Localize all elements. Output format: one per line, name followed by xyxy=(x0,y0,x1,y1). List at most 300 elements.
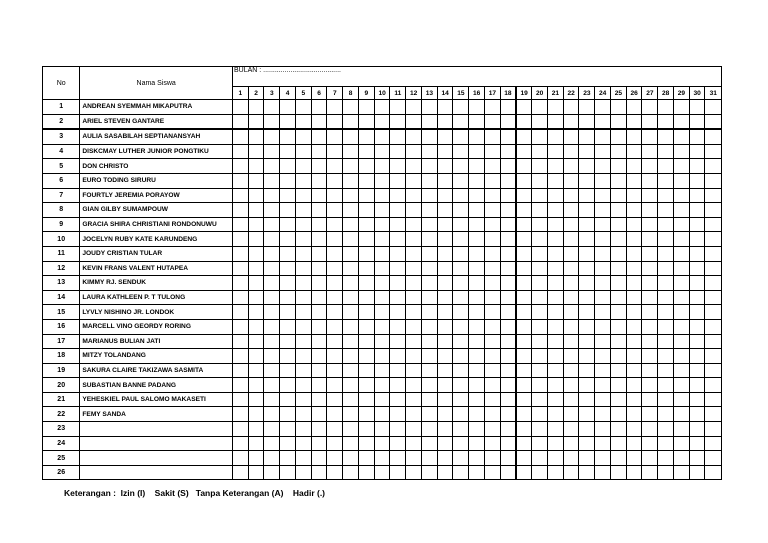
attendance-cell[interactable] xyxy=(705,451,722,466)
attendance-cell[interactable] xyxy=(673,465,689,480)
attendance-cell[interactable] xyxy=(705,363,722,378)
attendance-cell[interactable] xyxy=(658,246,674,261)
attendance-cell[interactable] xyxy=(689,188,705,203)
attendance-cell[interactable] xyxy=(390,392,406,407)
attendance-cell[interactable] xyxy=(642,363,658,378)
attendance-cell[interactable] xyxy=(390,465,406,480)
attendance-cell[interactable] xyxy=(642,436,658,451)
attendance-cell[interactable] xyxy=(406,349,422,364)
attendance-cell[interactable] xyxy=(232,305,248,320)
attendance-cell[interactable] xyxy=(437,451,453,466)
attendance-cell[interactable] xyxy=(579,129,595,144)
attendance-cell[interactable] xyxy=(295,290,311,305)
attendance-cell[interactable] xyxy=(358,349,374,364)
attendance-cell[interactable] xyxy=(311,305,327,320)
attendance-cell[interactable] xyxy=(437,378,453,393)
attendance-cell[interactable] xyxy=(311,114,327,129)
attendance-cell[interactable] xyxy=(406,217,422,232)
attendance-cell[interactable] xyxy=(626,290,642,305)
attendance-cell[interactable] xyxy=(232,407,248,422)
attendance-cell[interactable] xyxy=(547,422,563,437)
attendance-cell[interactable] xyxy=(642,217,658,232)
attendance-cell[interactable] xyxy=(689,129,705,144)
attendance-cell[interactable] xyxy=(469,232,485,247)
attendance-cell[interactable] xyxy=(689,261,705,276)
attendance-cell[interactable] xyxy=(374,246,390,261)
attendance-cell[interactable] xyxy=(264,188,280,203)
attendance-cell[interactable] xyxy=(547,173,563,188)
attendance-cell[interactable] xyxy=(311,334,327,349)
attendance-cell[interactable] xyxy=(689,246,705,261)
attendance-cell[interactable] xyxy=(500,261,516,276)
attendance-cell[interactable] xyxy=(280,422,296,437)
attendance-cell[interactable] xyxy=(500,217,516,232)
attendance-cell[interactable] xyxy=(421,319,437,334)
attendance-cell[interactable] xyxy=(232,334,248,349)
attendance-cell[interactable] xyxy=(406,114,422,129)
attendance-cell[interactable] xyxy=(689,173,705,188)
attendance-cell[interactable] xyxy=(563,246,579,261)
attendance-cell[interactable] xyxy=(563,276,579,291)
attendance-cell[interactable] xyxy=(516,392,532,407)
attendance-cell[interactable] xyxy=(532,319,548,334)
attendance-cell[interactable] xyxy=(406,451,422,466)
attendance-cell[interactable] xyxy=(673,334,689,349)
attendance-cell[interactable] xyxy=(248,422,264,437)
attendance-cell[interactable] xyxy=(264,465,280,480)
attendance-cell[interactable] xyxy=(421,276,437,291)
attendance-cell[interactable] xyxy=(295,451,311,466)
attendance-cell[interactable] xyxy=(547,363,563,378)
attendance-cell[interactable] xyxy=(232,144,248,159)
attendance-cell[interactable] xyxy=(689,363,705,378)
attendance-cell[interactable] xyxy=(453,451,469,466)
attendance-cell[interactable] xyxy=(689,159,705,174)
attendance-cell[interactable] xyxy=(563,203,579,218)
attendance-cell[interactable] xyxy=(642,129,658,144)
attendance-cell[interactable] xyxy=(516,261,532,276)
attendance-cell[interactable] xyxy=(280,363,296,378)
attendance-cell[interactable] xyxy=(295,276,311,291)
attendance-cell[interactable] xyxy=(343,451,359,466)
attendance-cell[interactable] xyxy=(642,246,658,261)
attendance-cell[interactable] xyxy=(705,217,722,232)
attendance-cell[interactable] xyxy=(390,334,406,349)
attendance-cell[interactable] xyxy=(469,188,485,203)
attendance-cell[interactable] xyxy=(547,465,563,480)
attendance-cell[interactable] xyxy=(406,319,422,334)
attendance-cell[interactable] xyxy=(673,144,689,159)
attendance-cell[interactable] xyxy=(689,290,705,305)
attendance-cell[interactable] xyxy=(295,159,311,174)
attendance-cell[interactable] xyxy=(421,349,437,364)
attendance-cell[interactable] xyxy=(579,114,595,129)
attendance-cell[interactable] xyxy=(579,465,595,480)
attendance-cell[interactable] xyxy=(406,422,422,437)
attendance-cell[interactable] xyxy=(437,129,453,144)
attendance-cell[interactable] xyxy=(248,144,264,159)
attendance-cell[interactable] xyxy=(563,290,579,305)
attendance-cell[interactable] xyxy=(642,232,658,247)
attendance-cell[interactable] xyxy=(516,188,532,203)
attendance-cell[interactable] xyxy=(358,436,374,451)
attendance-cell[interactable] xyxy=(406,276,422,291)
attendance-cell[interactable] xyxy=(437,290,453,305)
attendance-cell[interactable] xyxy=(547,349,563,364)
attendance-cell[interactable] xyxy=(295,203,311,218)
attendance-cell[interactable] xyxy=(500,203,516,218)
attendance-cell[interactable] xyxy=(689,422,705,437)
attendance-cell[interactable] xyxy=(469,436,485,451)
attendance-cell[interactable] xyxy=(626,465,642,480)
attendance-cell[interactable] xyxy=(673,217,689,232)
attendance-cell[interactable] xyxy=(658,407,674,422)
attendance-cell[interactable] xyxy=(595,465,611,480)
attendance-cell[interactable] xyxy=(421,100,437,115)
attendance-cell[interactable] xyxy=(547,188,563,203)
attendance-cell[interactable] xyxy=(547,232,563,247)
attendance-cell[interactable] xyxy=(311,436,327,451)
attendance-cell[interactable] xyxy=(626,334,642,349)
attendance-cell[interactable] xyxy=(469,173,485,188)
attendance-cell[interactable] xyxy=(563,217,579,232)
attendance-cell[interactable] xyxy=(658,144,674,159)
attendance-cell[interactable] xyxy=(280,129,296,144)
attendance-cell[interactable] xyxy=(358,232,374,247)
attendance-cell[interactable] xyxy=(563,144,579,159)
attendance-cell[interactable] xyxy=(390,232,406,247)
attendance-cell[interactable] xyxy=(484,144,500,159)
attendance-cell[interactable] xyxy=(390,290,406,305)
attendance-cell[interactable] xyxy=(516,407,532,422)
attendance-cell[interactable] xyxy=(248,290,264,305)
attendance-cell[interactable] xyxy=(358,407,374,422)
attendance-cell[interactable] xyxy=(642,159,658,174)
attendance-cell[interactable] xyxy=(437,319,453,334)
attendance-cell[interactable] xyxy=(705,392,722,407)
attendance-cell[interactable] xyxy=(626,246,642,261)
attendance-cell[interactable] xyxy=(610,276,626,291)
attendance-cell[interactable] xyxy=(579,188,595,203)
attendance-cell[interactable] xyxy=(705,232,722,247)
attendance-cell[interactable] xyxy=(232,173,248,188)
attendance-cell[interactable] xyxy=(500,465,516,480)
attendance-cell[interactable] xyxy=(595,392,611,407)
attendance-cell[interactable] xyxy=(532,203,548,218)
attendance-cell[interactable] xyxy=(532,407,548,422)
attendance-cell[interactable] xyxy=(532,232,548,247)
attendance-cell[interactable] xyxy=(264,334,280,349)
attendance-cell[interactable] xyxy=(232,203,248,218)
attendance-cell[interactable] xyxy=(500,276,516,291)
attendance-cell[interactable] xyxy=(327,436,343,451)
attendance-cell[interactable] xyxy=(484,465,500,480)
attendance-cell[interactable] xyxy=(705,378,722,393)
attendance-cell[interactable] xyxy=(327,100,343,115)
attendance-cell[interactable] xyxy=(500,144,516,159)
attendance-cell[interactable] xyxy=(563,422,579,437)
attendance-cell[interactable] xyxy=(516,363,532,378)
attendance-cell[interactable] xyxy=(532,276,548,291)
attendance-cell[interactable] xyxy=(705,246,722,261)
attendance-cell[interactable] xyxy=(500,334,516,349)
attendance-cell[interactable] xyxy=(579,451,595,466)
attendance-cell[interactable] xyxy=(579,232,595,247)
attendance-cell[interactable] xyxy=(421,173,437,188)
attendance-cell[interactable] xyxy=(264,319,280,334)
attendance-cell[interactable] xyxy=(658,100,674,115)
attendance-cell[interactable] xyxy=(595,334,611,349)
attendance-cell[interactable] xyxy=(484,114,500,129)
attendance-cell[interactable] xyxy=(610,129,626,144)
attendance-cell[interactable] xyxy=(311,144,327,159)
attendance-cell[interactable] xyxy=(327,232,343,247)
attendance-cell[interactable] xyxy=(626,173,642,188)
attendance-cell[interactable] xyxy=(358,217,374,232)
attendance-cell[interactable] xyxy=(327,159,343,174)
attendance-cell[interactable] xyxy=(248,188,264,203)
attendance-cell[interactable] xyxy=(327,363,343,378)
attendance-cell[interactable] xyxy=(500,392,516,407)
attendance-cell[interactable] xyxy=(295,349,311,364)
attendance-cell[interactable] xyxy=(453,305,469,320)
attendance-cell[interactable] xyxy=(327,422,343,437)
attendance-cell[interactable] xyxy=(295,114,311,129)
attendance-cell[interactable] xyxy=(374,114,390,129)
attendance-cell[interactable] xyxy=(484,232,500,247)
attendance-cell[interactable] xyxy=(516,305,532,320)
attendance-cell[interactable] xyxy=(280,451,296,466)
attendance-cell[interactable] xyxy=(595,232,611,247)
attendance-cell[interactable] xyxy=(295,319,311,334)
attendance-cell[interactable] xyxy=(484,188,500,203)
attendance-cell[interactable] xyxy=(705,129,722,144)
attendance-cell[interactable] xyxy=(642,290,658,305)
attendance-cell[interactable] xyxy=(579,261,595,276)
attendance-cell[interactable] xyxy=(280,436,296,451)
attendance-cell[interactable] xyxy=(563,392,579,407)
attendance-cell[interactable] xyxy=(327,144,343,159)
attendance-cell[interactable] xyxy=(421,159,437,174)
attendance-cell[interactable] xyxy=(579,276,595,291)
attendance-cell[interactable] xyxy=(421,188,437,203)
attendance-cell[interactable] xyxy=(673,232,689,247)
attendance-cell[interactable] xyxy=(437,349,453,364)
attendance-cell[interactable] xyxy=(532,422,548,437)
attendance-cell[interactable] xyxy=(579,100,595,115)
attendance-cell[interactable] xyxy=(500,305,516,320)
attendance-cell[interactable] xyxy=(421,422,437,437)
attendance-cell[interactable] xyxy=(343,203,359,218)
attendance-cell[interactable] xyxy=(547,451,563,466)
attendance-cell[interactable] xyxy=(500,378,516,393)
attendance-cell[interactable] xyxy=(610,188,626,203)
attendance-cell[interactable] xyxy=(358,188,374,203)
attendance-cell[interactable] xyxy=(453,363,469,378)
attendance-cell[interactable] xyxy=(626,144,642,159)
attendance-cell[interactable] xyxy=(642,173,658,188)
attendance-cell[interactable] xyxy=(390,451,406,466)
attendance-cell[interactable] xyxy=(579,407,595,422)
attendance-cell[interactable] xyxy=(390,100,406,115)
attendance-cell[interactable] xyxy=(374,232,390,247)
attendance-cell[interactable] xyxy=(437,261,453,276)
attendance-cell[interactable] xyxy=(453,232,469,247)
attendance-cell[interactable] xyxy=(705,334,722,349)
attendance-cell[interactable] xyxy=(248,451,264,466)
attendance-cell[interactable] xyxy=(579,144,595,159)
attendance-cell[interactable] xyxy=(374,349,390,364)
attendance-cell[interactable] xyxy=(532,392,548,407)
attendance-cell[interactable] xyxy=(516,232,532,247)
attendance-cell[interactable] xyxy=(673,188,689,203)
attendance-cell[interactable] xyxy=(516,203,532,218)
attendance-cell[interactable] xyxy=(484,173,500,188)
attendance-cell[interactable] xyxy=(642,276,658,291)
attendance-cell[interactable] xyxy=(248,319,264,334)
attendance-cell[interactable] xyxy=(532,114,548,129)
attendance-cell[interactable] xyxy=(390,173,406,188)
attendance-cell[interactable] xyxy=(358,465,374,480)
attendance-cell[interactable] xyxy=(437,422,453,437)
attendance-cell[interactable] xyxy=(563,114,579,129)
attendance-cell[interactable] xyxy=(311,363,327,378)
attendance-cell[interactable] xyxy=(547,100,563,115)
attendance-cell[interactable] xyxy=(658,392,674,407)
attendance-cell[interactable] xyxy=(437,436,453,451)
attendance-cell[interactable] xyxy=(343,465,359,480)
attendance-cell[interactable] xyxy=(453,334,469,349)
attendance-cell[interactable] xyxy=(358,261,374,276)
attendance-cell[interactable] xyxy=(532,188,548,203)
attendance-cell[interactable] xyxy=(264,349,280,364)
attendance-cell[interactable] xyxy=(689,436,705,451)
attendance-cell[interactable] xyxy=(469,465,485,480)
attendance-cell[interactable] xyxy=(658,232,674,247)
attendance-cell[interactable] xyxy=(343,290,359,305)
attendance-cell[interactable] xyxy=(532,159,548,174)
attendance-cell[interactable] xyxy=(516,159,532,174)
attendance-cell[interactable] xyxy=(595,159,611,174)
attendance-cell[interactable] xyxy=(232,114,248,129)
attendance-cell[interactable] xyxy=(673,276,689,291)
attendance-cell[interactable] xyxy=(658,188,674,203)
attendance-cell[interactable] xyxy=(658,261,674,276)
attendance-cell[interactable] xyxy=(595,378,611,393)
attendance-cell[interactable] xyxy=(500,159,516,174)
attendance-cell[interactable] xyxy=(500,422,516,437)
attendance-cell[interactable] xyxy=(248,378,264,393)
attendance-cell[interactable] xyxy=(358,100,374,115)
attendance-cell[interactable] xyxy=(358,451,374,466)
attendance-cell[interactable] xyxy=(453,114,469,129)
attendance-cell[interactable] xyxy=(248,334,264,349)
attendance-cell[interactable] xyxy=(563,363,579,378)
attendance-cell[interactable] xyxy=(673,290,689,305)
attendance-cell[interactable] xyxy=(469,407,485,422)
attendance-cell[interactable] xyxy=(264,246,280,261)
attendance-cell[interactable] xyxy=(516,451,532,466)
attendance-cell[interactable] xyxy=(343,407,359,422)
attendance-cell[interactable] xyxy=(437,465,453,480)
attendance-cell[interactable] xyxy=(358,173,374,188)
attendance-cell[interactable] xyxy=(579,246,595,261)
attendance-cell[interactable] xyxy=(437,232,453,247)
attendance-cell[interactable] xyxy=(626,407,642,422)
attendance-cell[interactable] xyxy=(358,246,374,261)
attendance-cell[interactable] xyxy=(547,378,563,393)
attendance-cell[interactable] xyxy=(563,159,579,174)
attendance-cell[interactable] xyxy=(547,319,563,334)
attendance-cell[interactable] xyxy=(280,305,296,320)
attendance-cell[interactable] xyxy=(469,203,485,218)
attendance-cell[interactable] xyxy=(280,290,296,305)
attendance-cell[interactable] xyxy=(595,422,611,437)
attendance-cell[interactable] xyxy=(453,378,469,393)
attendance-cell[interactable] xyxy=(406,129,422,144)
attendance-cell[interactable] xyxy=(642,114,658,129)
attendance-cell[interactable] xyxy=(484,407,500,422)
attendance-cell[interactable] xyxy=(343,349,359,364)
attendance-cell[interactable] xyxy=(311,100,327,115)
attendance-cell[interactable] xyxy=(343,261,359,276)
attendance-cell[interactable] xyxy=(421,363,437,378)
attendance-cell[interactable] xyxy=(469,363,485,378)
attendance-cell[interactable] xyxy=(658,319,674,334)
attendance-cell[interactable] xyxy=(705,173,722,188)
attendance-cell[interactable] xyxy=(374,276,390,291)
attendance-cell[interactable] xyxy=(705,261,722,276)
attendance-cell[interactable] xyxy=(532,378,548,393)
attendance-cell[interactable] xyxy=(469,246,485,261)
attendance-cell[interactable] xyxy=(610,334,626,349)
attendance-cell[interactable] xyxy=(264,363,280,378)
attendance-cell[interactable] xyxy=(232,276,248,291)
attendance-cell[interactable] xyxy=(232,349,248,364)
attendance-cell[interactable] xyxy=(579,290,595,305)
attendance-cell[interactable] xyxy=(327,290,343,305)
attendance-cell[interactable] xyxy=(280,203,296,218)
attendance-cell[interactable] xyxy=(642,261,658,276)
attendance-cell[interactable] xyxy=(264,392,280,407)
attendance-cell[interactable] xyxy=(500,173,516,188)
attendance-cell[interactable] xyxy=(264,217,280,232)
attendance-cell[interactable] xyxy=(642,451,658,466)
attendance-cell[interactable] xyxy=(248,203,264,218)
attendance-cell[interactable] xyxy=(469,290,485,305)
attendance-cell[interactable] xyxy=(248,261,264,276)
attendance-cell[interactable] xyxy=(642,319,658,334)
attendance-cell[interactable] xyxy=(658,363,674,378)
attendance-cell[interactable] xyxy=(295,305,311,320)
attendance-cell[interactable] xyxy=(484,217,500,232)
attendance-cell[interactable] xyxy=(390,188,406,203)
attendance-cell[interactable] xyxy=(358,363,374,378)
attendance-cell[interactable] xyxy=(295,261,311,276)
attendance-cell[interactable] xyxy=(327,378,343,393)
attendance-cell[interactable] xyxy=(295,465,311,480)
attendance-cell[interactable] xyxy=(547,392,563,407)
attendance-cell[interactable] xyxy=(484,451,500,466)
attendance-cell[interactable] xyxy=(358,305,374,320)
attendance-cell[interactable] xyxy=(406,159,422,174)
attendance-cell[interactable] xyxy=(516,114,532,129)
attendance-cell[interactable] xyxy=(595,436,611,451)
attendance-cell[interactable] xyxy=(484,246,500,261)
attendance-cell[interactable] xyxy=(437,305,453,320)
attendance-cell[interactable] xyxy=(311,349,327,364)
attendance-cell[interactable] xyxy=(626,392,642,407)
